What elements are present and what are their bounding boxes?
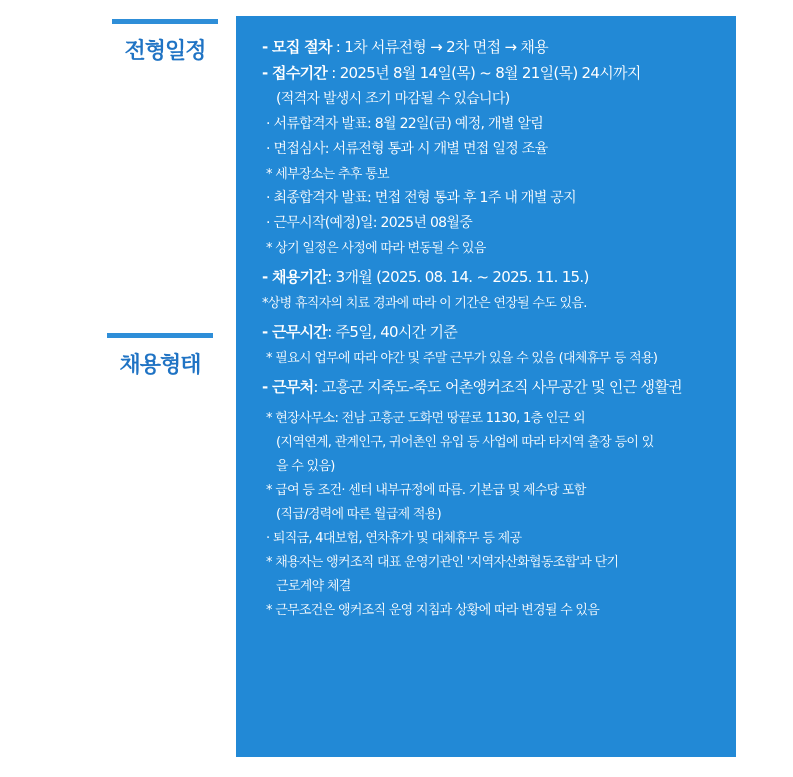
contract-note: * 채용자는 앵커조직 대표 운영기관인 '지역자산화협동조합'과 단기 <box>266 555 619 570</box>
section-title-schedule: 전형일정 <box>124 39 206 64</box>
recruit-process-label: - 모집 절차 <box>262 38 332 56</box>
working-hours-note: * 필요시 업무에 따라 야간 및 주말 근무가 있을 수 있음 (대체휴무 등 적용) <box>266 351 658 366</box>
contract-note-cont: 근로계약 체결 <box>276 579 351 594</box>
document-result-item: · 서류합격자 발표: 8월 22일(금) 예정, 개별 알림 <box>266 116 544 132</box>
business-trip-note-cont: 을 수 있음) <box>276 459 335 474</box>
recruit-process-text: : 1차 서류전형 → 2차 면접 → 채용 <box>331 38 548 56</box>
workplace-label: - 근무처 <box>262 378 314 396</box>
start-date-item: · 근무시작(예정)일: 2025년 08월중 <box>266 215 473 231</box>
content-panel <box>236 16 736 757</box>
salary-scheme-note: (직급/경력에 따른 월급제 적용) <box>276 507 442 522</box>
employment-period-text: : 3개월 (2025. 08. 14. ~ 2025. 11. 15.) <box>327 268 589 286</box>
field-office-note: * 현장사무소: 전남 고흥군 도화면 땅끝로 1130, 1층 인근 외 <box>266 411 585 426</box>
final-result-item: · 최종합격자 발표: 면접 전형 통과 후 1주 내 개별 공지 <box>266 190 576 206</box>
section-header-employment <box>107 333 213 379</box>
section-divider <box>112 19 218 24</box>
schedule-change-note: * 상기 일정은 사정에 따라 변동될 수 있음 <box>266 241 486 256</box>
application-period <box>262 62 728 83</box>
conditions-change-note: * 근무조건은 앵커조직 운영 지침과 상황에 따라 변경될 수 있음 <box>266 603 600 618</box>
working-hours <box>262 321 728 342</box>
interview-item: · 면접심사: 서류전형 통과 시 개별 면접 일정 조율 <box>266 141 548 157</box>
employment-period <box>262 266 728 287</box>
section-title-employment: 채용형태 <box>119 353 201 378</box>
benefits-item: · 퇴직금, 4대보험, 연차휴가 및 대체휴무 등 제공 <box>266 531 522 546</box>
workplace <box>262 376 728 397</box>
salary-note: * 급여 등 조건· 센터 내부규정에 따름. 기본급 및 제수당 포함 <box>266 483 586 498</box>
working-hours-text: : 주5일, 40시간 기준 <box>327 323 458 341</box>
business-trip-note: (지역연계, 관계인구, 귀어촌인 유입 등 사업에 따라 타지역 출장 등이 있 <box>276 435 654 450</box>
employment-period-label: - 채용기간 <box>262 268 328 286</box>
section-divider <box>107 333 213 338</box>
workplace-text: : 고흥군 지죽도-죽도 어촌앵커조직 사무공간 및 인근 생활권 <box>313 378 682 396</box>
venue-note: * 세부장소는 추후 통보 <box>266 167 389 182</box>
employment-period-note: *상병 휴직자의 치료 경과에 따라 이 기간은 연장될 수도 있음. <box>262 296 587 311</box>
application-period-label: - 접수기간 <box>262 64 328 82</box>
section-header-schedule <box>112 19 218 65</box>
application-period-text: : 2025년 8월 14일(목) ~ 8월 21일(목) 24시까지 <box>327 64 641 82</box>
early-close-note: (적격자 발생시 조기 마감될 수 있습니다) <box>276 91 510 107</box>
working-hours-label: - 근무시간 <box>262 323 328 341</box>
recruit-process <box>262 36 728 57</box>
